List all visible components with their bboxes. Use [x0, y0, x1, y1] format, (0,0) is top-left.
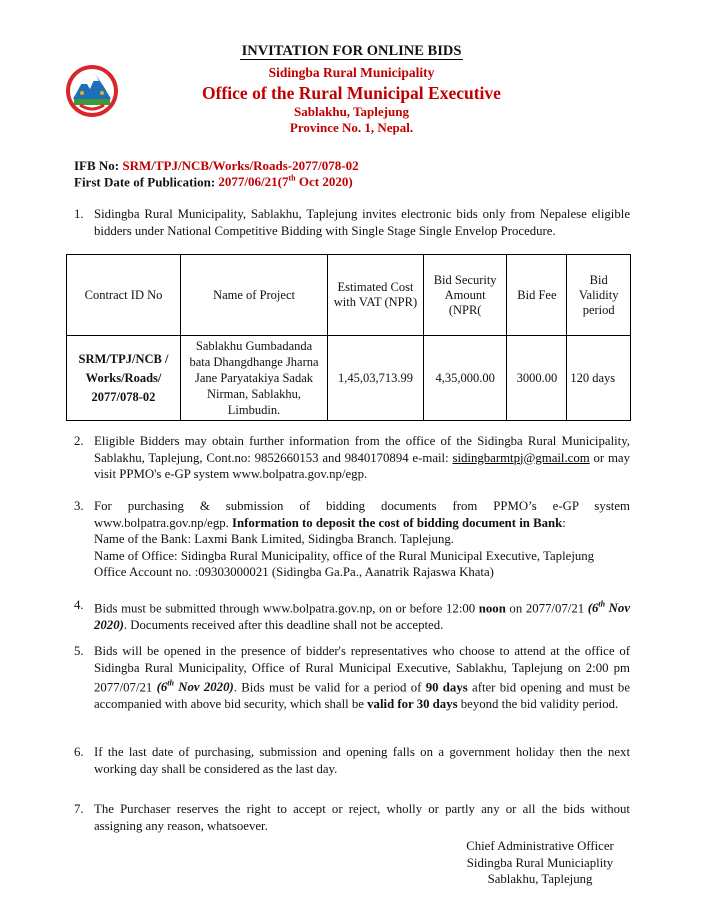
paragraph-6: 6. If the last date of purchasing, submission and opening falls on a government holiday then the next working day shall be considered as the last day.: [74, 745, 630, 776]
bid-table: [66, 254, 631, 421]
paragraph-4: 4. Bids must be submitted through www.bolpatra.gov.np, on or before 12:00 noon on 2077/07/21 (6th Nov 2020). Documents received after this deadline shall not be accepted.: [74, 598, 630, 632]
paragraph-5: 5. Bids will be opened in the presence of bidder's representatives who choose to attend at the office of Sidingba Rural Municipality, Office of Rural Municipal Executive, Sablakhu, Taplejung on 2:00 pm 2077/07/21 (6th Nov 2020). Bids must be valid for a period of 90 days after bid opening and must be accompanied with above bid security, which shall be valid for 30 days beyond the bid validity period.: [74, 644, 631, 711]
signature-title: Chief Administrative Officer: [466, 839, 614, 853]
province: Province No. 1, Nepal.: [289, 120, 414, 135]
cell-cost: 1,45,03,713.99: [328, 336, 424, 421]
paragraph-7: 7. The Purchaser reserves the right to accept or reject, wholly or partly any or all the bids without assigning any reason, whatsoever.: [74, 802, 630, 833]
cell-fee: 3000.00: [507, 336, 567, 421]
office-address: Sablakhu, Taplejung: [294, 104, 409, 119]
table-header-row: [67, 255, 631, 336]
header-contract-id: Contract ID No: [67, 255, 181, 336]
cell-contract-id: SRM/TPJ/NCB / Works/Roads/ 2077/078-02: [67, 336, 181, 421]
signature-office: Sidingba Rural Municiaplity: [466, 855, 614, 870]
publication-date: First Date of Publication: 2077/06/21(7th Oct 2020): [74, 174, 353, 190]
header-validity: Bid Validity period: [567, 255, 631, 336]
signature-address: Sablakhu, Taplejung: [487, 872, 593, 886]
header-security: Bid Security Amount (NPR(: [423, 255, 507, 336]
paragraph-1: 1. Sidingba Rural Municipality, Sablakhu, Taplejung invites electronic bids only from Nepalese eligible bidders under National Competitive Bidding with Single Stage Single Envelop Procedure.: [74, 207, 630, 238]
email-link[interactable]: sidingbarmtpj@gmail.com: [452, 450, 590, 465]
signature-block: [440, 838, 640, 888]
paragraph-2: 2. Eligible Bidders may obtain further information from the office of the Sidingba Rural Municipality, Sablakhu, Taplejung, Cont.no: 9852660153 and 9840170894 e-mail: sidingbarmtpj@gmail.com or may visit PPMO's e-GP system www.bolpatra.gov.np/egp.: [74, 434, 630, 481]
cell-security: 4,35,000.00: [423, 336, 507, 421]
header-fee: Bid Fee: [507, 255, 567, 336]
municipality-name: Sidingba Rural Municipality: [268, 65, 435, 80]
cell-validity: 120 days: [567, 336, 631, 421]
header-cost: Estimated Cost with VAT (NPR): [328, 255, 424, 336]
cell-project: Sablakhu Gumbadanda bata Dhangdhange Jharna Jane Paryatakiya Sadak Nirman, Sablakhu, Limbudin.: [181, 336, 328, 421]
header-project: Name of Project: [181, 255, 328, 336]
document-title: INVITATION FOR ONLINE BIDS: [241, 43, 462, 59]
paragraph-3: 3. For purchasing & submission of bidding documents from PPMO’s e-GP system www.bolpatra.gov.np/egp. Information to deposit the cost of bidding document in Bank: Name of the Bank: Laxmi Bank Limited, Sidingba Branch. Taplejung. Name of Office: Sidingba Rural Municipality, office of the Rural Municipal Executive, Taplejung Office Account no. :09303000021 (Sidingba Ga.Pa., Aanatrik Rajaswa Khata): [74, 499, 630, 579]
office-name: Office of the Rural Municipal Executive: [202, 83, 501, 103]
ifb-number: IFB No: SRM/TPJ/NCB/Works/Roads-2077/078-02: [74, 158, 359, 173]
table-row: [67, 336, 631, 421]
